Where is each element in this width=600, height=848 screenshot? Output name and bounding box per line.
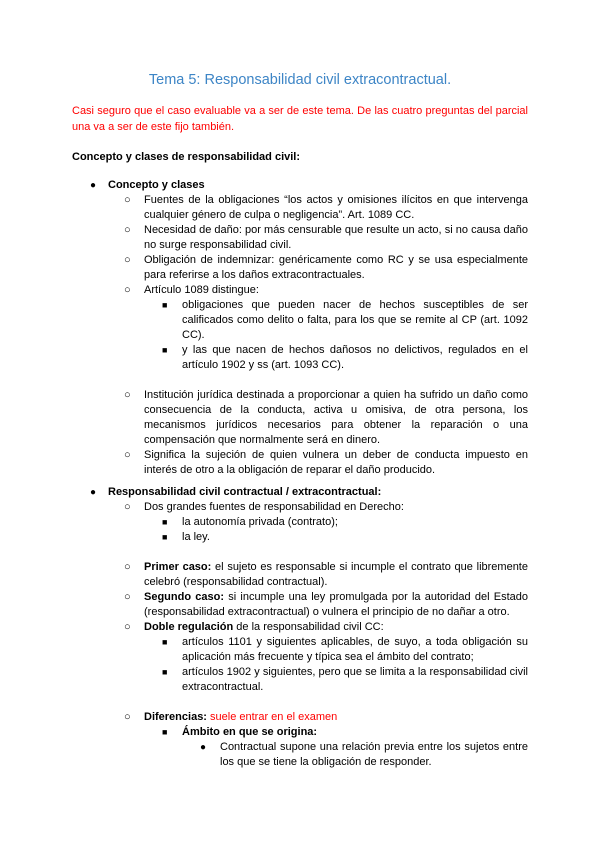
- spacer: [144, 545, 528, 560]
- list-item: [108, 388, 528, 448]
- list-item: [108, 193, 528, 223]
- list-item: [108, 500, 528, 560]
- list-item: [144, 343, 528, 373]
- list-item: [108, 223, 528, 253]
- bullet-square-icon: ■: [162, 300, 168, 310]
- list-item: [144, 298, 528, 343]
- articulo-sublist: [144, 298, 528, 373]
- section-1-list: [72, 178, 528, 478]
- item-label: Diferencias:: [144, 711, 207, 723]
- section-heading: Concepto y clases de responsabilidad civil:: [72, 151, 301, 163]
- bullet-disc-icon: ●: [90, 180, 97, 191]
- list-item: [144, 515, 528, 530]
- section-2-list: [72, 485, 528, 770]
- item-text: Ámbito en que se origina:: [182, 726, 318, 738]
- item-text: artículos 1902 y siguientes, pero que se limita a la responsabilidad civil extracontractual.: [182, 666, 528, 693]
- bullet-square-icon: ■: [162, 667, 168, 677]
- list-item: [144, 635, 528, 665]
- list-item: [108, 620, 528, 710]
- item-text: Dos grandes fuentes de responsabilidad en Derecho:: [144, 501, 404, 513]
- item-text: Artículo 1089 distingue:: [144, 284, 259, 296]
- list-item: [108, 560, 528, 590]
- item-label: Primer caso:: [144, 561, 212, 573]
- list-item: [108, 448, 528, 478]
- bullet-circle-icon: ○: [124, 194, 131, 206]
- regulacion-sublist: [144, 635, 528, 695]
- item-text: el sujeto es responsable si incumple el contrato que libremente celebró (responsabilidad contractual).: [144, 561, 528, 588]
- rc-contractual-item: [72, 485, 528, 770]
- item-label: Doble regulación: [144, 621, 234, 633]
- bullet-circle-icon: ○: [124, 449, 131, 461]
- intro-note: Casi seguro que el caso evaluable va a ser de este tema. De las cuatro preguntas del parcial una va a ser de este fijo también.: [72, 105, 528, 133]
- rc-sublist: [108, 500, 528, 770]
- list-item: [108, 590, 528, 620]
- item-text: Fuentes de la obligaciones “los actos y omisiones ilícitos en que intervenga cualquier género de culpa o negligencia”. Art. 1089 CC.: [144, 194, 528, 221]
- rc-contractual-title: Responsabilidad civil contractual / extracontractual:: [108, 486, 382, 498]
- bullet-disc-icon: ●: [200, 742, 207, 753]
- list-item: [108, 710, 528, 770]
- item-label: Segundo caso:: [144, 591, 225, 603]
- list-item: [144, 725, 528, 770]
- document-title: Tema 5: Responsabilidad civil extracontractual.: [148, 72, 452, 88]
- spacer: [144, 695, 528, 710]
- item-text: Institución jurídica destinada a proporcionar a quien ha sufrido un daño como consecuencia de la conducta, activa u omisiva, de otra persona, los mecanismos jurídicos necesarios para obtener la reparación o una compensación que normalmente será en dinero.: [144, 389, 528, 446]
- list-item: [108, 253, 528, 283]
- concepto-y-clases-item: [72, 178, 528, 478]
- item-text: de la responsabilidad civil CC:: [233, 621, 384, 633]
- bullet-square-icon: ■: [162, 637, 168, 647]
- item-text: Necesidad de daño: por más censurable que resulte un acto, si no causa daño no surge responsabilidad civil.: [144, 224, 528, 251]
- item-text: Contractual supone una relación previa entre los sujetos entre los que se tiene la obligación de responder.: [220, 741, 528, 768]
- spacer: [144, 373, 528, 388]
- item-text: artículos 1101 y siguientes aplicables, de suyo, a toda obligación su aplicación más frecuente y típica sea el ámbito del contrato;: [182, 636, 528, 663]
- exam-note: suele entrar en el examen: [206, 711, 338, 723]
- bullet-circle-icon: ○: [124, 501, 131, 513]
- bullet-circle-icon: ○: [124, 254, 131, 266]
- bullet-circle-icon: ○: [124, 224, 131, 236]
- bullet-circle-icon: ○: [124, 284, 131, 296]
- item-text: Significa la sujeción de quien vulnera un deber de conducta impuesto en interés de otro a la obligación de reparar el daño producido.: [144, 449, 528, 476]
- item-text: la autonomía privada (contrato);: [182, 516, 338, 528]
- diferencias-sublist: [144, 725, 528, 770]
- item-text: obligaciones que pueden nacer de hechos susceptibles de ser calificados como delito o falta, para los que se remite al CP (art. 1092 CC).: [182, 299, 528, 341]
- bullet-square-icon: ■: [162, 727, 168, 737]
- bullet-circle-icon: ○: [124, 561, 131, 573]
- list-item: [144, 530, 528, 545]
- bullet-circle-icon: ○: [124, 591, 131, 603]
- concepto-y-clases-title: Concepto y clases: [108, 179, 205, 191]
- item-text: la ley.: [182, 531, 210, 543]
- item-text: y las que nacen de hechos dañosos no delictivos, regulados en el artículo 1902 y ss (art. 1093 CC).: [182, 344, 528, 371]
- item-text: si incumple una ley promulgada por la autoridad del Estado (responsabilidad extracontractual) o vulnera el principio de no dañar a otro.: [144, 591, 528, 618]
- concepto-sublist: [108, 193, 528, 478]
- list-item: [182, 740, 528, 770]
- item-text: Obligación de indemnizar: genéricamente como RC y se usa especialmente para referirse a los daños extracontractuales.: [144, 254, 528, 281]
- bullet-square-icon: ■: [162, 345, 168, 355]
- fuentes-sublist: [144, 515, 528, 545]
- list-item: [108, 283, 528, 388]
- bullet-circle-icon: ○: [124, 711, 131, 723]
- bullet-circle-icon: ○: [124, 389, 131, 401]
- bullet-disc-icon: ●: [90, 487, 97, 498]
- bullet-square-icon: ■: [162, 532, 168, 542]
- list-item: [144, 665, 528, 695]
- bullet-square-icon: ■: [162, 517, 168, 527]
- bullet-circle-icon: ○: [124, 621, 131, 633]
- ambito-sublist: [182, 740, 528, 770]
